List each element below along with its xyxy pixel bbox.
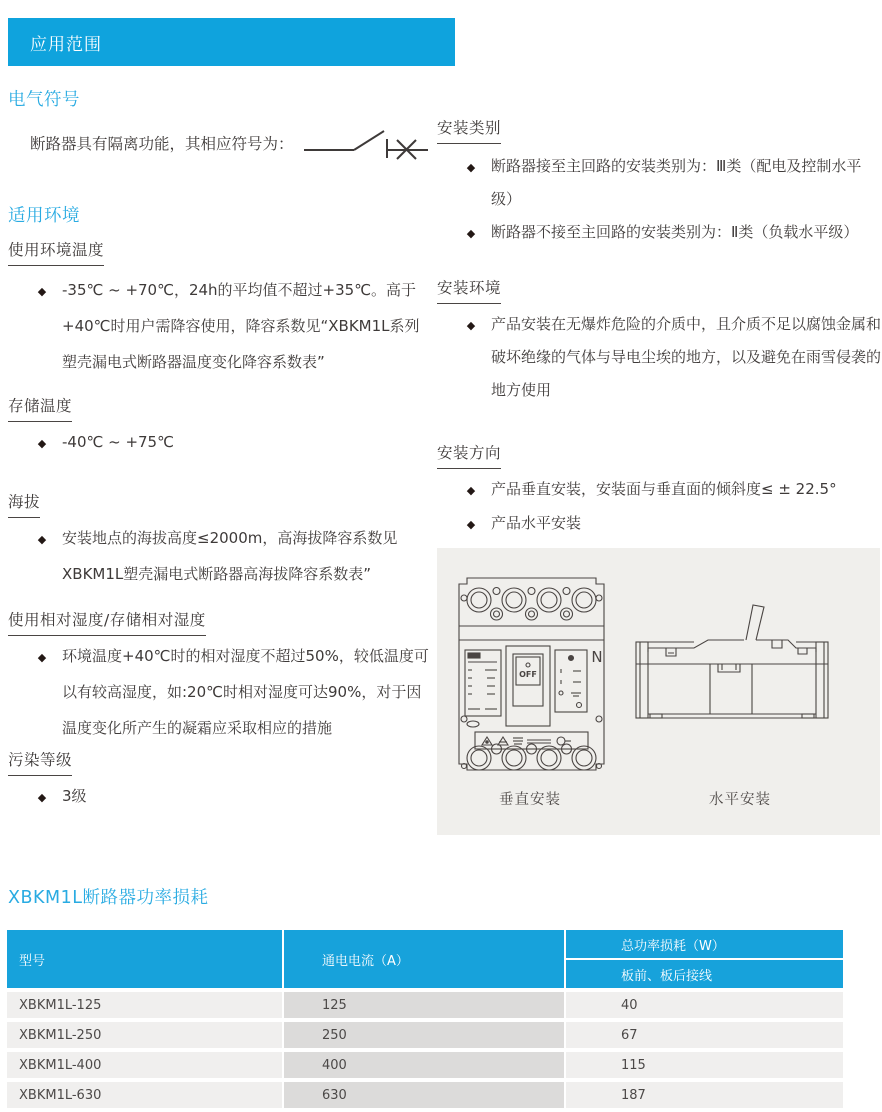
bullet-item: [437, 216, 882, 250]
section-banner: [8, 18, 455, 66]
banner-title: 应用范围: [30, 34, 102, 55]
off-marking: OFF: [519, 670, 537, 679]
header-loss-group: [566, 930, 843, 988]
section-title: 安装方向: [437, 443, 501, 469]
environment-heading: 适用环境: [8, 206, 80, 226]
bullet-text: 产品垂直安装，安装面与垂直面的倾斜度≤ ± 22.5°: [491, 480, 837, 498]
breaker-front-view-drawing: [455, 576, 608, 772]
bullet-item: [8, 520, 432, 592]
header-loss-sub: 板前、板后接线: [566, 960, 843, 988]
section-storage-temperature: [8, 396, 432, 462]
header-loss: 总功率损耗（W）: [566, 930, 843, 958]
power-loss-table: [7, 930, 843, 1108]
bullet-diamond-icon: [451, 308, 491, 342]
bullet-text: 3级: [62, 787, 87, 805]
bullet-diamond-icon: [451, 150, 491, 184]
horizontal-mount-label: 水平安装: [709, 792, 771, 808]
electrical-symbol-caption: 断路器具有隔离功能，其相应符号为：: [30, 135, 294, 153]
bullet-text: 安装地点的海拔高度≤2000m，高海拔降容系数见XBKM1L塑壳漏电式断路器高海拔降容系数表”: [62, 529, 398, 583]
table-row: [7, 1022, 843, 1048]
bullet-item: [8, 638, 432, 746]
right-column: [437, 118, 882, 541]
table-row: [7, 1082, 843, 1108]
bullet-item: [437, 308, 882, 407]
section-installation-direction: [437, 443, 882, 541]
neutral-pole-marking: N: [591, 648, 603, 666]
installation-figure-box: [437, 548, 880, 835]
bullet-item: [437, 473, 882, 507]
cell-model: XBKM1L-250: [7, 1022, 282, 1048]
bullet-text: -40℃ ~ +75℃: [62, 433, 174, 451]
cell-loss: 115: [566, 1052, 843, 1078]
cell-model: XBKM1L-630: [7, 1082, 282, 1108]
header-current: 通电电流（A）: [284, 930, 564, 988]
table-row: [7, 992, 843, 1018]
section-pollution-degree: [8, 750, 432, 816]
electrical-symbol-heading: 电气符号: [8, 90, 80, 110]
bullet-text: 断路器不接至主回路的安装类别为：Ⅱ类（负载水平级）: [491, 223, 859, 241]
bullet-item: [437, 150, 882, 216]
bullet-diamond-icon: [22, 272, 62, 310]
section-title: 使用相对湿度/存储相对湿度: [8, 610, 206, 636]
bullet-diamond-icon: [451, 216, 491, 250]
vertical-mount-label: 垂直安装: [499, 792, 561, 808]
power-loss-heading: XBKM1L断路器功率损耗: [8, 888, 209, 908]
section-title: 海拔: [8, 492, 40, 518]
isolation-breaker-symbol-icon: [302, 125, 430, 161]
bullet-text: -35℃ ~ +70℃，24h的平均值不超过+35℃。高于+40℃时用户需降容使用，降容系数见“XBKM1L系列塑壳漏电式断路器温度变化降容系数表”: [62, 281, 420, 371]
section-title: 污染等级: [8, 750, 72, 776]
bullet-text: 产品安装在无爆炸危险的介质中，且介质不足以腐蚀金属和破坏绝缘的气体与导电尘埃的地方，以及避免在雨雪侵袭的地方使用: [491, 315, 882, 399]
table-header: [7, 930, 843, 988]
cell-current: 400: [284, 1052, 564, 1078]
bullet-item: [8, 272, 432, 380]
bullet-diamond-icon: [22, 424, 62, 462]
section-title: 存储温度: [8, 396, 72, 422]
cell-loss: 40: [566, 992, 843, 1018]
section-humidity: [8, 610, 432, 746]
section-title: 使用环境温度: [8, 240, 104, 266]
electrical-symbol-row: [8, 124, 432, 162]
bullet-text: 产品水平安装: [491, 514, 582, 532]
bullet-item: [8, 778, 432, 816]
header-model: 型号: [7, 930, 282, 988]
bullet-diamond-icon: [22, 520, 62, 558]
bullet-item: [8, 424, 432, 462]
section-title: 安装类别: [437, 118, 501, 144]
bullet-text: 断路器接至主回路的安装类别为：Ⅲ类（配电及控制水平级）: [491, 157, 862, 208]
cell-current: 250: [284, 1022, 564, 1048]
cell-model: XBKM1L-125: [7, 992, 282, 1018]
cell-model: XBKM1L-400: [7, 1052, 282, 1078]
section-installation-environment: [437, 278, 882, 407]
bullet-text: 环境温度+40℃时的相对湿度不超过50%，较低温度可以有较高湿度，如:20℃时相对湿度可达90%，对于因温度变化所产生的凝霜应采取相应的措施: [62, 647, 429, 737]
bullet-item: [437, 507, 882, 541]
bullet-diamond-icon: [22, 638, 62, 676]
cell-loss: 187: [566, 1082, 843, 1108]
bullet-diamond-icon: [22, 778, 62, 816]
table-row: [7, 1052, 843, 1078]
bullet-diamond-icon: [451, 473, 491, 507]
left-column: [8, 88, 432, 816]
section-installation-category: [437, 118, 882, 250]
cell-current: 630: [284, 1082, 564, 1108]
section-title: 安装环境: [437, 278, 501, 304]
breaker-side-view-drawing: [632, 596, 832, 731]
cell-loss: 67: [566, 1022, 843, 1048]
section-altitude: [8, 492, 432, 592]
bullet-diamond-icon: [451, 507, 491, 541]
section-operating-temperature: [8, 240, 432, 380]
cell-current: 125: [284, 992, 564, 1018]
